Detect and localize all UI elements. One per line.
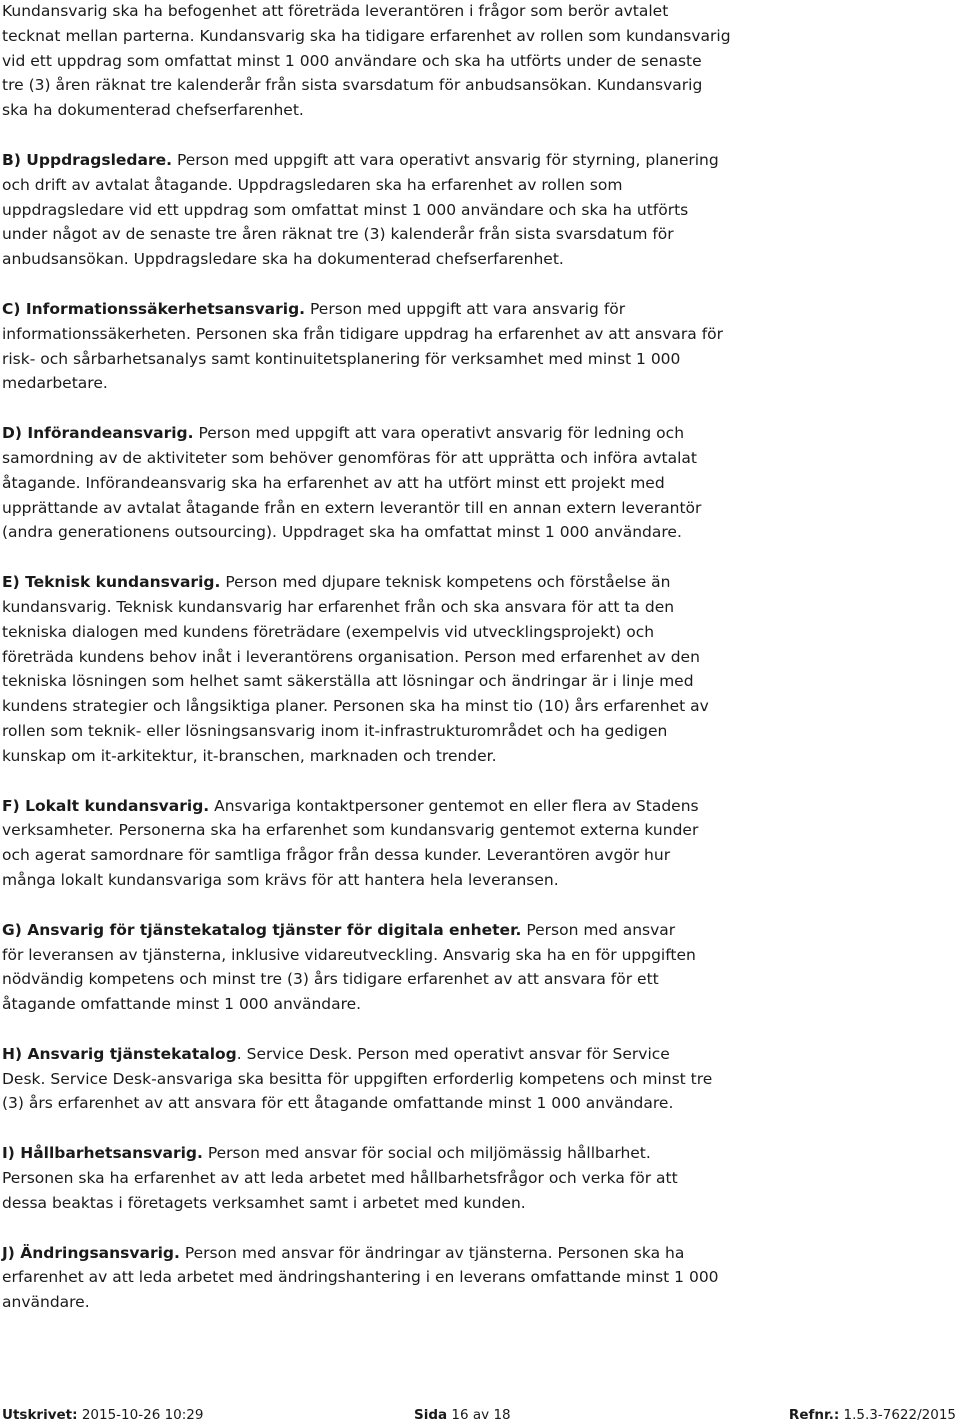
section-b	[2, 148, 952, 272]
section-j-heading: J) Ändringsansvarig.	[2, 1243, 180, 1262]
section-h-body: . Service Desk. Person med operativt ansvar för Service Desk. Service Desk-ansvariga ska besitta för uppgiften erforderlig kompetens och minst tre (3) års erfarenhet av att ansvara för ett åtagande omfattande minst 1 000 användare.	[2, 1044, 713, 1113]
section-d	[2, 421, 952, 545]
section-i	[2, 1141, 952, 1215]
section-f-heading: F) Lokalt kundansvarig.	[2, 796, 210, 815]
page-of-label: av	[472, 1407, 490, 1423]
section-c-body: Person med uppgift att vara ansvarig för informationssäkerheten. Personen ska från tidigare uppdrag ha erfarenhet av att ansvara för risk- och sårbarhetsanalys samt kontinuitetsplanering för verksamhet med minst 1 000 medarbetare.	[2, 299, 724, 393]
section-c-heading: C) Informationssäkerhetsansvarig.	[2, 299, 306, 318]
section-d-body: Person med uppgift att vara operativt ansvarig för ledning och samordning av de aktiviteter som behöver genomföras för att upprätta och införa avtalat åtagande. Införandeansvarig ska ha erfarenhet av att ha utfört minst ett projekt med upprättande av avtalat åtagande från en extern leverantör till en annan extern leverantör (andra generationens outsourcing). Uppdraget ska ha omfattat minst 1 000 användare.	[2, 424, 702, 542]
section-j-body: Person med ansvar för ändringar av tjänsterna. Personen ska ha erfarenhet av att leda arbetet med ändringshantering i en leverans omfattande minst 1 000 användare.	[2, 1243, 719, 1312]
section-g-heading: G) Ansvarig för tjänstekatalog tjänster för digitala enheter.	[2, 920, 522, 939]
section-e-heading: E) Teknisk kundansvarig.	[2, 573, 221, 592]
page-number	[414, 1404, 511, 1426]
page-current: 16	[451, 1407, 469, 1423]
section-e	[2, 570, 952, 768]
intro-paragraph: Kundansvarig ska ha befogenhet att företräda leverantören i frågor som berör avtalet tecknat mellan parterna. Kundansvarig ska ha tidigare erfarenhet av rollen som kundansvarig vid ett uppdrag som omfattat minst 1 000 användare och ska ha utförts under de senaste tre (3) åren räknat tre kalenderår från sista svarsdatum för anbudsansökan. Kundansvarig ska ha dokumenterad chefserfarenhet.	[2, 2, 731, 120]
printed-label: Utskrivet:	[2, 1407, 78, 1423]
section-g-body: Person med ansvar för leveransen av tjänsterna, inklusive vidareutveckling. Ansvarig ska ha en för uppgiften nödvändig kompetens och minst tre (3) års tidigare erfarenhet av att ansvara för ett åtagande omfattande minst 1 000 användare.	[2, 920, 696, 1014]
printed-date	[2, 1404, 203, 1426]
section-f-body: Ansvariga kontaktpersoner gentemot en eller flera av Stadens verksamheter. Personerna ska ha erfarenhet som kundansvarig gentemot externa kunder och agerat samordnare för samtliga frågor från dessa kunder. Leverantören avgör hur många lokalt kundansvariga som krävs för att hantera hela leveransen.	[2, 796, 699, 889]
section-b-heading: B) Uppdragsledare.	[2, 150, 173, 169]
section-f	[2, 794, 952, 893]
printed-value: 2015-10-26 10:29	[77, 1407, 204, 1423]
ref-value: 1.5.3-7622/2015	[839, 1407, 956, 1423]
section-g	[2, 918, 952, 1017]
section-j	[2, 1241, 952, 1315]
section-b-body: Person med uppgift att vara operativt ansvarig för styrning, planering och drift av avtalat åtagande. Uppdragsledaren ska ha erfarenhet av rollen som uppdragsledare vid ett uppdrag som omfattat minst 1 000 användare och ska ha utförts under något av de senaste tre åren räknat tre (3) kalenderår från sista svarsdatum för anbudsansökan. Uppdragsledare ska ha dokumenterad chefserfarenhet.	[2, 150, 719, 269]
section-h	[2, 1042, 952, 1116]
section-i-heading: I) Hållbarhetsansvarig.	[2, 1144, 203, 1163]
page-footer	[2, 1404, 956, 1426]
page-total: 18	[493, 1407, 511, 1423]
section-i-body: Person med ansvar för social och miljömässig hållbarhet. Personen ska ha erfarenhet av att leda arbetet med hållbarhetsfrågor och verka för att dessa beaktas i företagets verksamhet samt i arbetet med kunden.	[2, 1144, 678, 1212]
section-c	[2, 297, 952, 396]
section-h-heading: H) Ansvarig tjänstekatalog	[2, 1044, 237, 1063]
ref-label: Refnr.:	[788, 1407, 840, 1423]
section-d-heading: D) Införandeansvarig.	[2, 424, 194, 443]
page-label: Sida	[414, 1407, 448, 1423]
document-page	[2, 0, 952, 1340]
section-e-body: Person med djupare teknisk kompetens och förståelse än kundansvarig. Teknisk kundansvarig har erfarenhet från och ska ansvara för att ta den tekniska dialogen med kundens företrädare (exempelvis vid utvecklingsprojekt) och företräda kundens behov inåt i leverantörens organisation. Person med erfarenhet av den tekniska lösningen som helhet samt säkerställa att lösningar och ändringar är i linje med kundens strategier och långsiktiga planer. Personen ska ha minst tio (10) års erfarenhet av rollen som teknik- eller lösningsansvarig inom it-infrastrukturområdet och ha gedigen kunskap om it-arkitektur, it-branschen, marknaden och trender.	[2, 573, 709, 765]
reference-number	[789, 1404, 956, 1426]
